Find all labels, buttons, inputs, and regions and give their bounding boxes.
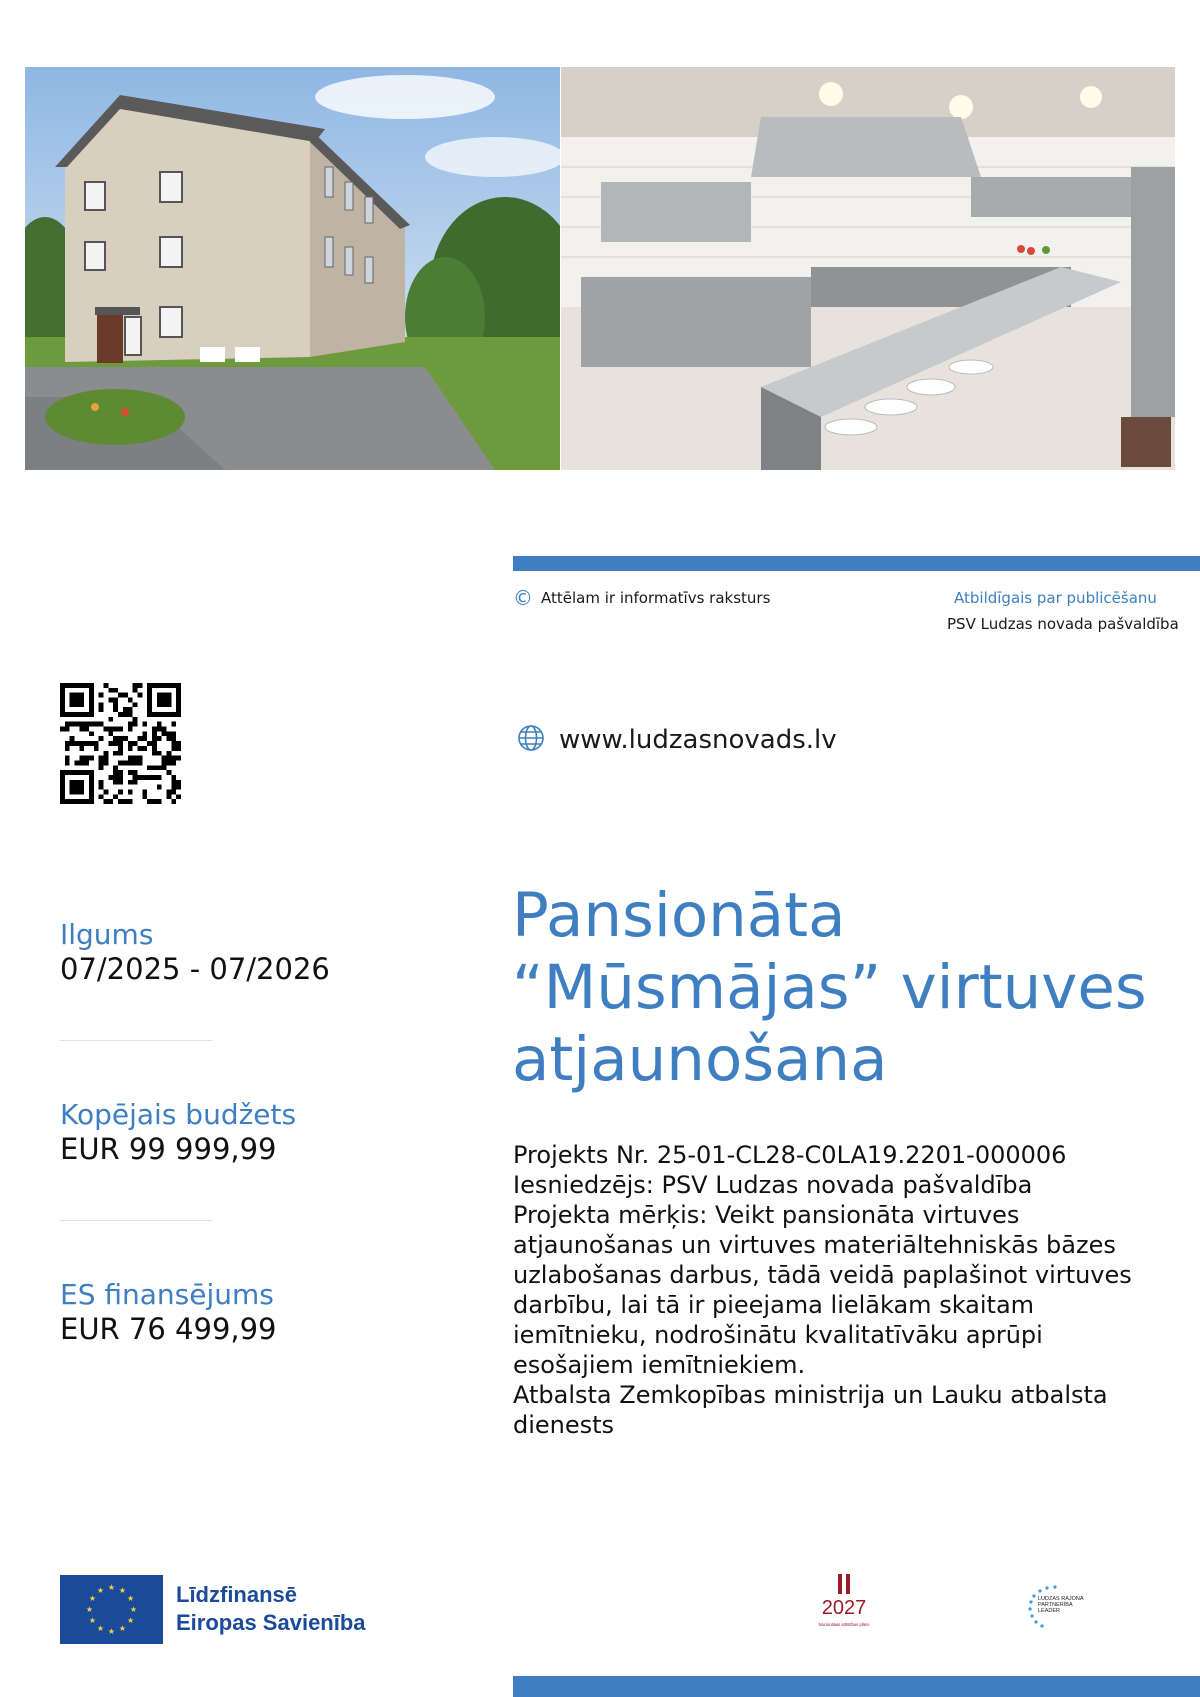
responsible-value: PSV Ludzas novada pašvaldība	[947, 615, 1179, 633]
globe-icon	[517, 724, 545, 756]
description-line: Iesniedzējs: PSV Ludzas novada pašvaldība	[513, 1171, 1033, 1199]
duration-value: 07/2025 - 07/2026	[60, 952, 330, 986]
description-line: Projekts Nr. 25-01-CL28-C0LA19.2201-000006	[513, 1141, 1067, 1169]
eu-star: ★	[107, 1583, 116, 1592]
description-line: atjaunošanas un virtuves materiāltehniskās bāzes	[513, 1231, 1116, 1259]
project-description	[513, 1140, 1163, 1440]
description-line: Projekta mērķis: Veikt pansionāta virtuves	[513, 1201, 1020, 1229]
plan-caption: Nacionālais attīstības plāns	[818, 1622, 870, 1627]
eu-star: ★	[129, 1605, 138, 1614]
budget-value: EUR 99 999,99	[60, 1132, 277, 1166]
accent-bar-top	[513, 556, 1200, 571]
eu-star: ★	[88, 1594, 97, 1603]
website-link[interactable]	[517, 724, 837, 756]
eu-cofinanced-text	[176, 1581, 366, 1637]
eu-flag-logo	[60, 1575, 163, 1644]
kitchen-photo	[561, 67, 1175, 470]
title-line: “Mūsmājas” virtuves	[512, 952, 1147, 1023]
eu-funding-label: ES finansējums	[60, 1278, 274, 1311]
eu-star: ★	[85, 1605, 94, 1614]
description-line: uzlabošanas darbus, tādā veidā paplašinot virtuves	[513, 1261, 1132, 1289]
copyright-icon: ©	[513, 586, 533, 610]
qr-code[interactable]	[60, 683, 181, 804]
building-photo	[25, 67, 560, 470]
image-disclaimer	[513, 588, 770, 608]
eu-star: ★	[118, 1624, 127, 1634]
eu-star: ★	[107, 1627, 116, 1636]
responsible-label: Atbildīgais par publicēšanu	[954, 589, 1157, 607]
plan-year: 2027	[821, 1597, 867, 1619]
eu-star: ★	[118, 1585, 127, 1595]
title-line: Pansionāta	[512, 880, 846, 951]
description-line: dienests	[513, 1411, 615, 1439]
page-title	[512, 880, 1152, 1096]
eu-text-line: Eiropas Savienība	[176, 1610, 366, 1635]
accent-bar-bottom	[513, 1676, 1200, 1697]
description-line: Atbalsta Zemkopības ministrija un Lauku atbalsta	[513, 1381, 1108, 1409]
divider	[60, 1220, 212, 1221]
description-line: esošajiem iemītniekiem.	[513, 1351, 806, 1379]
partnership-logo	[1026, 1582, 1086, 1630]
website-url[interactable]: www.ludzasnovads.lv	[559, 725, 837, 755]
partnership-caption: LUDZAS RAJONA PARTNERĪBA LEADER	[1038, 1596, 1084, 1615]
budget-label: Kopējais budžets	[60, 1098, 297, 1131]
eu-star: ★	[96, 1585, 105, 1595]
duration-label: Ilgums	[60, 918, 154, 951]
description-line: darbību, lai tā ir pieejama lielākam skaitam	[513, 1291, 1035, 1319]
eu-star: ★	[126, 1616, 135, 1625]
divider	[60, 1040, 212, 1041]
description-line: iemītnieku, nodrošinātu kvalitatīvāku aprūpi	[513, 1321, 1043, 1349]
eu-star: ★	[88, 1616, 97, 1625]
title-line: atjaunošana	[512, 1024, 888, 1095]
eu-funding-value: EUR 76 499,99	[60, 1312, 277, 1346]
national-plan-logo	[818, 1574, 870, 1636]
eu-star: ★	[96, 1624, 105, 1634]
image-disclaimer-text: Attēlam ir informatīvs raksturs	[541, 589, 771, 607]
eu-text-line: Līdzfinansē	[176, 1582, 298, 1607]
eu-star: ★	[126, 1594, 135, 1603]
